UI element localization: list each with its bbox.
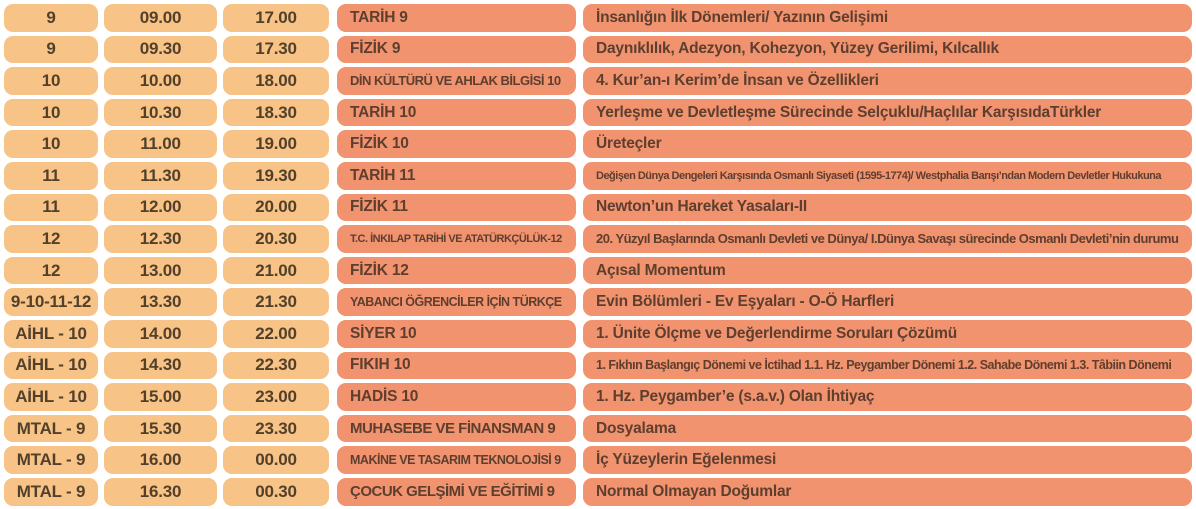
- course-cell: FİZİK 11: [337, 194, 576, 222]
- first-broadcast-time-cell: 09.00: [104, 4, 217, 32]
- schedule-row: [4, 99, 1192, 127]
- schedule-row: [4, 257, 1192, 285]
- grade-cell: 9: [4, 4, 98, 32]
- repeat-broadcast-time-cell: 19.30: [223, 162, 329, 190]
- repeat-broadcast-time-cell: 20.00: [223, 194, 329, 222]
- course-cell: TARİH 10: [337, 99, 576, 127]
- repeat-broadcast-time-cell: 20.30: [223, 225, 329, 253]
- grade-cell: 12: [4, 225, 98, 253]
- repeat-broadcast-time-cell: 18.00: [223, 67, 329, 95]
- course-cell: FİZİK 9: [337, 36, 576, 64]
- grade-cell: 11: [4, 162, 98, 190]
- grade-cell: 10: [4, 130, 98, 158]
- schedule-row: [4, 194, 1192, 222]
- grade-cell: MTAL - 9: [4, 446, 98, 474]
- topic-cell: İnsanlığın İlk Dönemleri/ Yazının Gelişimi: [583, 4, 1192, 32]
- course-cell: FIKIH 10: [337, 352, 576, 380]
- topic-cell: 4. Kur’an-ı Kerim’de İnsan ve Özellikleri: [583, 67, 1192, 95]
- schedule-row: [4, 162, 1192, 190]
- topic-cell: Evin Bölümleri - Ev Eşyaları - O-Ö Harfleri: [583, 288, 1192, 316]
- repeat-broadcast-time-cell: 23.30: [223, 415, 329, 443]
- topic-cell: 20. Yüzyıl Başlarında Osmanlı Devleti ve Dünya/ I.Dünya Savaşı sürecinde Osmanlı Devleti’nin durumu: [583, 225, 1192, 253]
- schedule-row: [4, 288, 1192, 316]
- schedule-row: [4, 415, 1192, 443]
- first-broadcast-time-cell: 10.00: [104, 67, 217, 95]
- first-broadcast-time-cell: 14.30: [104, 352, 217, 380]
- grade-cell: AİHL - 10: [4, 352, 98, 380]
- first-broadcast-time-cell: 10.30: [104, 99, 217, 127]
- course-cell: DİN KÜLTÜRÜ VE AHLAK BİLGİSİ 10: [337, 67, 576, 95]
- topic-cell: Newton’un Hareket Yasaları-II: [583, 194, 1192, 222]
- topic-cell: Yerleşme ve Devletleşme Sürecinde Selçuklu/Haçlılar KarşısıdaTürkler: [583, 99, 1192, 127]
- repeat-broadcast-time-cell: 19.00: [223, 130, 329, 158]
- course-cell: YABANCI ÖĞRENCİLER İÇİN TÜRKÇE: [337, 288, 576, 316]
- first-broadcast-time-cell: 12.30: [104, 225, 217, 253]
- grade-cell: 9-10-11-12: [4, 288, 98, 316]
- topic-cell: Üreteçler: [583, 130, 1192, 158]
- first-broadcast-time-cell: 16.00: [104, 446, 217, 474]
- course-cell: TARİH 9: [337, 4, 576, 32]
- topic-cell: Normal Olmayan Doğumlar: [583, 478, 1192, 506]
- schedule-row: [4, 225, 1192, 253]
- topic-cell: İç Yüzeylerin Eğelenmesi: [583, 446, 1192, 474]
- repeat-broadcast-time-cell: 22.00: [223, 320, 329, 348]
- course-cell: FİZİK 10: [337, 130, 576, 158]
- topic-cell: Açısal Momentum: [583, 257, 1192, 285]
- first-broadcast-time-cell: 13.00: [104, 257, 217, 285]
- schedule-row: [4, 36, 1192, 64]
- topic-cell: 1. Hz. Peygamber’e (s.a.v.) Olan İhtiyaç: [583, 383, 1192, 411]
- schedule-row: [4, 478, 1192, 506]
- first-broadcast-time-cell: 12.00: [104, 194, 217, 222]
- grade-cell: 11: [4, 194, 98, 222]
- repeat-broadcast-time-cell: 18.30: [223, 99, 329, 127]
- repeat-broadcast-time-cell: 21.30: [223, 288, 329, 316]
- schedule-row: [4, 446, 1192, 474]
- grade-cell: MTAL - 9: [4, 478, 98, 506]
- first-broadcast-time-cell: 16.30: [104, 478, 217, 506]
- course-cell: MAKİNE VE TASARIM TEKNOLOJİSİ 9: [337, 446, 576, 474]
- topic-cell: 1. Fıkhın Başlangıç Dönemi ve İctihad 1.1. Hz. Peygamber Dönemi 1.2. Sahabe Dönemi 1.3. Tâbiin Dönemi: [583, 352, 1192, 380]
- first-broadcast-time-cell: 15.30: [104, 415, 217, 443]
- course-cell: HADİS 10: [337, 383, 576, 411]
- repeat-broadcast-time-cell: 17.30: [223, 36, 329, 64]
- first-broadcast-time-cell: 13.30: [104, 288, 217, 316]
- repeat-broadcast-time-cell: 00.30: [223, 478, 329, 506]
- topic-cell: Daynıklılık, Adezyon, Kohezyon, Yüzey Gerilimi, Kılcallık: [583, 36, 1192, 64]
- repeat-broadcast-time-cell: 00.00: [223, 446, 329, 474]
- schedule-row: [4, 320, 1192, 348]
- schedule-row: [4, 4, 1192, 32]
- grade-cell: 12: [4, 257, 98, 285]
- repeat-broadcast-time-cell: 23.00: [223, 383, 329, 411]
- grade-cell: AİHL - 10: [4, 320, 98, 348]
- course-cell: FİZİK 12: [337, 257, 576, 285]
- schedule-row: [4, 352, 1192, 380]
- course-cell: ÇOCUK GELŞİMİ VE EĞİTİMİ 9: [337, 478, 576, 506]
- repeat-broadcast-time-cell: 21.00: [223, 257, 329, 285]
- schedule-row: [4, 67, 1192, 95]
- topic-cell: Dosyalama: [583, 415, 1192, 443]
- course-cell: SİYER 10: [337, 320, 576, 348]
- repeat-broadcast-time-cell: 22.30: [223, 352, 329, 380]
- course-cell: MUHASEBE VE FİNANSMAN 9: [337, 415, 576, 443]
- first-broadcast-time-cell: 11.00: [104, 130, 217, 158]
- first-broadcast-time-cell: 14.00: [104, 320, 217, 348]
- topic-cell: Değişen Dünya Dengeleri Karşısında Osmanlı Siyaseti (1595-1774)/ Westphalia Barışı’ndan Modern Devletler Hukukuna: [583, 162, 1192, 190]
- grade-cell: 10: [4, 99, 98, 127]
- course-cell: T.C. İNKILAP TARİHİ VE ATATÜRKÇÜLÜK-12: [337, 225, 576, 253]
- grade-cell: MTAL - 9: [4, 415, 98, 443]
- topic-cell: 1. Ünite Ölçme ve Değerlendirme Soruları Çözümü: [583, 320, 1192, 348]
- grade-cell: 10: [4, 67, 98, 95]
- grade-cell: 9: [4, 36, 98, 64]
- course-cell: TARİH 11: [337, 162, 576, 190]
- first-broadcast-time-cell: 09.30: [104, 36, 217, 64]
- schedule-row: [4, 383, 1192, 411]
- schedule-row: [4, 130, 1192, 158]
- first-broadcast-time-cell: 15.00: [104, 383, 217, 411]
- repeat-broadcast-time-cell: 17.00: [223, 4, 329, 32]
- grade-cell: AİHL - 10: [4, 383, 98, 411]
- first-broadcast-time-cell: 11.30: [104, 162, 217, 190]
